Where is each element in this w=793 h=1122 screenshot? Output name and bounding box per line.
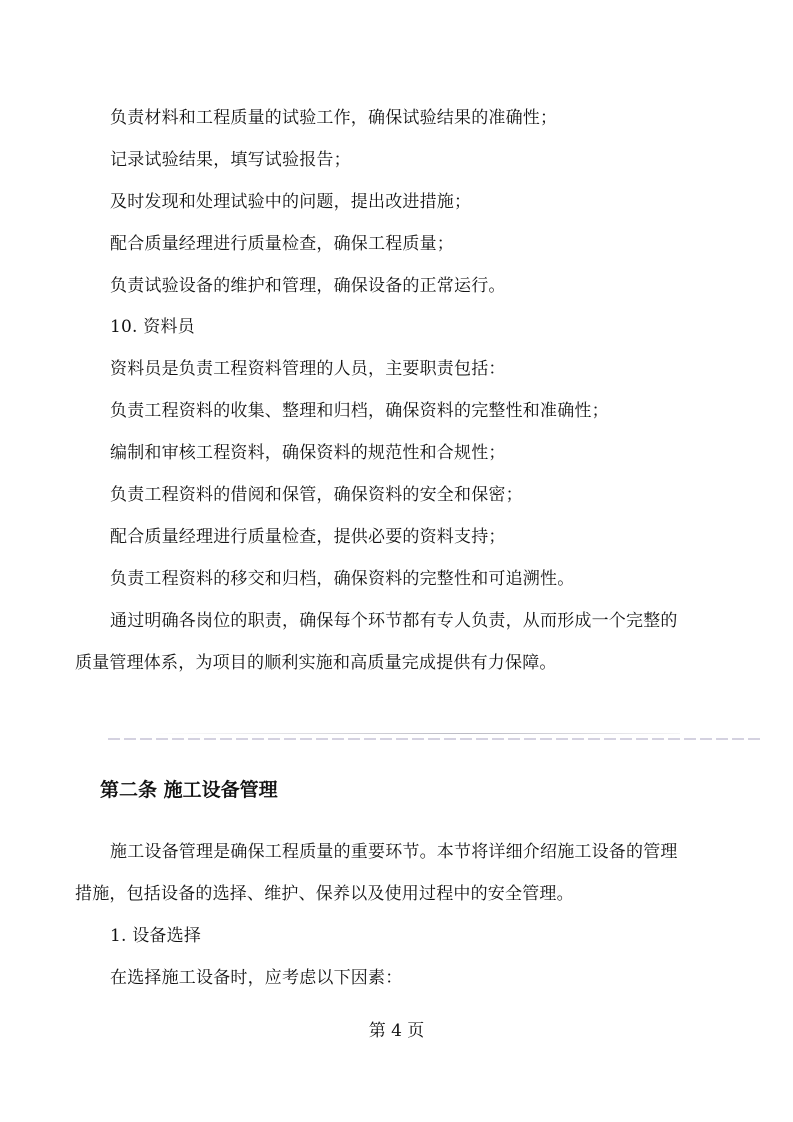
section-intro-line-1: 施工设备管理是确保工程质量的重要环节。本节将详细介绍施工设备的管理	[110, 842, 678, 862]
section-intro-line-2: 措施，包括设备的选择、维护、保养以及使用过程中的安全管理。	[75, 884, 574, 904]
paragraph: 在选择施工设备时，应考虑以下因素：	[110, 968, 403, 988]
summary-line-2: 质量管理体系，为项目的顺利实施和高质量完成提供有力保障。	[75, 653, 557, 673]
paragraph: 负责工程资料的移交和归档，确保资料的完整性和可追溯性。	[110, 569, 575, 589]
paragraph: 记录试验结果，填写试验报告；	[110, 150, 351, 170]
paragraph: 负责材料和工程质量的试验工作，确保试验结果的准确性；	[110, 108, 558, 128]
paragraph: 编制和审核工程资料，确保资料的规范性和合规性；	[110, 443, 506, 463]
section-heading: 第二条 施工设备管理	[100, 779, 278, 801]
paragraph: 负责工程资料的收集、整理和归档，确保资料的完整性和准确性；	[110, 401, 609, 421]
paragraph: 资料员是负责工程资料管理的人员，主要职责包括：	[110, 359, 506, 379]
section-divider	[108, 733, 760, 741]
list-heading: 1. 设备选择	[110, 926, 202, 946]
paragraph: 及时发现和处理试验中的问题，提出改进措施；	[110, 192, 472, 212]
paragraph: 负责试验设备的维护和管理，确保设备的正常运行。	[110, 276, 506, 296]
paragraph: 配合质量经理进行质量检查，提供必要的资料支持；	[110, 527, 506, 547]
list-heading: 10. 资料员	[110, 317, 195, 337]
summary-line-1: 通过明确各岗位的职责，确保每个环节都有专人负责，从而形成一个完整的	[110, 611, 678, 631]
page-number: 第 4 页	[368, 1021, 425, 1041]
divider-dashes	[108, 738, 760, 740]
paragraph: 配合质量经理进行质量检查，确保工程质量；	[110, 234, 454, 254]
divider-line	[148, 733, 680, 734]
paragraph: 负责工程资料的借阅和保管，确保资料的安全和保密；	[110, 485, 523, 505]
